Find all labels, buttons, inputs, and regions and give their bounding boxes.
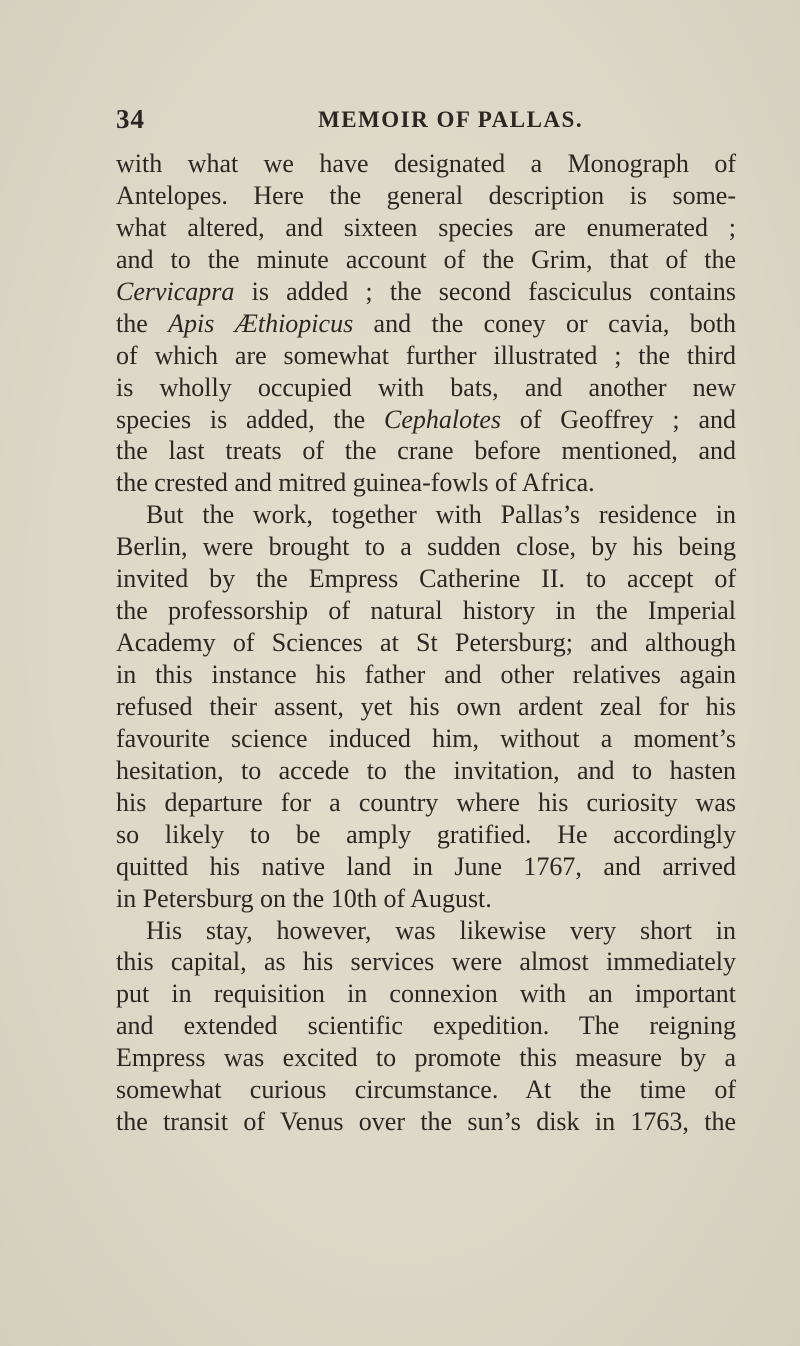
text-line: Berlin, were brought to a sudden close, by his being [116, 532, 736, 562]
text-line: species is added, the Cephalotes of Geoffrey ; and [116, 404, 736, 434]
text-line: with what we have designated a Monograph of [116, 149, 736, 178]
text-line: Cervicapra is added ; the second fasciculus contains [116, 276, 736, 306]
text-line: this capital, as his services were almost immediately [116, 947, 736, 977]
text-line: Antelopes. Here the general description is some- [116, 180, 736, 210]
text-line: and extended scientific expedition. The reigning [116, 1011, 736, 1041]
text-line: favourite science induced him, without a moment’s [116, 723, 736, 753]
text-line: in this instance his father and other relatives again [116, 660, 736, 689]
text-line: of which are somewhat further illustrated ; the third [116, 340, 736, 370]
text-line: invited by the Empress Catherine II. to accept of [116, 564, 736, 594]
text-line: the transit of Venus over the sun’s disk in 1763, the [116, 1107, 736, 1137]
text-line: the Apis Æthiopicus and the coney or cavia, both [116, 308, 737, 338]
text-line: the last treats of the crane before mentioned, and [116, 436, 736, 466]
paragraph-start-line: But the work, together with Pallas’s residence in [146, 500, 736, 530]
paragraph-start-line: His stay, however, was likewise very short in [146, 915, 736, 945]
text-line: somewhat curious circumstance. At the time of [116, 1075, 736, 1105]
text-line: so likely to be amply gratified. He accordingly [116, 819, 736, 849]
text-line: Empress was excited to promote this measure by a [116, 1043, 736, 1073]
text-line: put in requisition in connexion with an important [116, 979, 736, 1009]
text-line: refused their assent, yet his own ardent zeal for his [116, 691, 736, 721]
body-text [116, 148, 736, 1138]
text-line: and to the minute account of the Grim, that of the [116, 244, 736, 274]
text-line: the crested and mitred guinea-fowls of Africa. [116, 468, 595, 498]
page-header [116, 104, 736, 140]
text-line: in Petersburg on the 10th of August. [116, 883, 492, 913]
text-line: Academy of Sciences at St Petersburg; and although [116, 628, 736, 658]
text-line: hesitation, to accede to the invitation, and to hasten [116, 755, 736, 785]
page-number: 34 [116, 104, 145, 134]
text-line: is wholly occupied with bats, and another new [116, 372, 736, 402]
text-line: what altered, and sixteen species are enumerated ; [116, 212, 736, 242]
running-title: MEMOIR OF PALLAS. [318, 107, 584, 132]
text-line: quitted his native land in June 1767, and arrived [116, 851, 736, 881]
text-line: his departure for a country where his curiosity was [116, 787, 736, 817]
text-line: the professorship of natural history in the Imperial [116, 596, 736, 626]
